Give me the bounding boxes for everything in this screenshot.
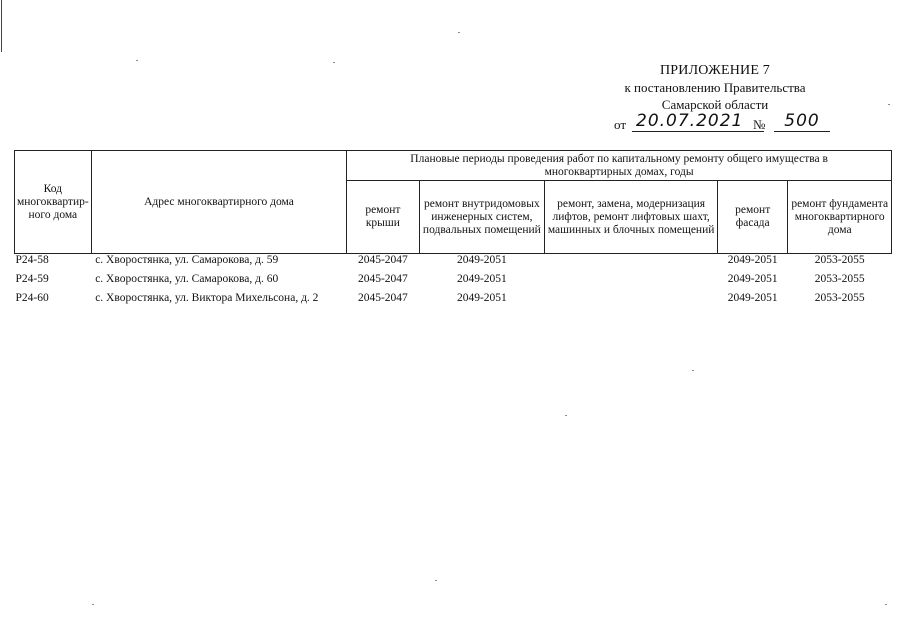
cell-facade: 2049-2051 [727, 273, 778, 285]
cell-systems: 2049-2051 [456, 292, 507, 304]
table-row [15, 254, 892, 274]
scan-speck [333, 62, 335, 63]
scan-speck [692, 370, 694, 371]
scan-speck [888, 104, 890, 105]
cell-roof: 2045-2047 [357, 254, 408, 266]
resolution-reference [614, 111, 834, 136]
cell-lifts [545, 254, 718, 274]
cell-roof: 2045-2047 [357, 273, 408, 285]
scan-speck [458, 32, 460, 33]
header-facade: ремонт фасада [718, 181, 788, 254]
table-row [15, 292, 892, 326]
header-systems: ремонт внутридомовых инженерных систем, подвальных помещений [419, 181, 545, 254]
cell-facade: 2049-2051 [727, 292, 778, 304]
header-periods-group: Плановые периоды проведения работ по капитальному ремонту общего имущества в многоквартирных домах, годы [347, 151, 892, 181]
header-roof: ремонт крыши [347, 181, 419, 254]
cell-code: Р24-58 [15, 254, 49, 266]
scan-speck [565, 415, 567, 416]
header-foundation: ремонт фундамента многоквартирного дома [788, 181, 892, 254]
scan-speck [92, 604, 94, 605]
repair-schedule-table [14, 150, 892, 326]
date-prefix: от [614, 117, 627, 132]
cell-systems: 2049-2051 [456, 273, 507, 285]
region-line: Самарской области [661, 97, 769, 112]
resolution-date: 20.07.2021 [632, 111, 764, 132]
header-lifts: ремонт, замена, модернизация лифтов, ремонт лифтовых шахт, машинных и блочных помещений [545, 181, 718, 254]
cell-roof: 2045-2047 [357, 292, 408, 304]
cell-address: с. Хворостянка, ул. Самарокова, д. 59 [95, 254, 279, 266]
appendix-title: ПРИЛОЖЕНИЕ 7 [659, 63, 771, 78]
table-row [15, 273, 892, 292]
appendix-header [600, 62, 830, 113]
resolution-line: к постановлению Правительства [624, 80, 806, 95]
cell-facade: 2049-2051 [727, 254, 778, 266]
cell-foundation: 2053-2055 [814, 273, 865, 285]
scan-speck [885, 604, 887, 605]
cell-systems: 2049-2051 [456, 254, 507, 266]
cell-address: с. Хворостянка, ул. Виктора Михельсона, д. 2 [95, 292, 319, 304]
header-address: Адрес многоквартирного дома [91, 151, 347, 254]
number-sign: № [753, 117, 766, 132]
cell-address: с. Хворостянка, ул. Самарокова, д. 60 [95, 273, 279, 285]
cell-lifts [545, 292, 718, 326]
cell-code: Р24-60 [15, 292, 49, 304]
cell-foundation: 2053-2055 [814, 254, 865, 266]
header-code: Код многоквартир-ного дома [15, 151, 92, 254]
scan-edge-line [1, 0, 2, 52]
resolution-number: 500 [774, 111, 830, 132]
cell-foundation: 2053-2055 [814, 292, 865, 304]
cell-code: Р24-59 [15, 273, 49, 285]
cell-lifts [545, 273, 718, 292]
scan-speck [136, 60, 138, 61]
scan-speck [435, 580, 437, 581]
